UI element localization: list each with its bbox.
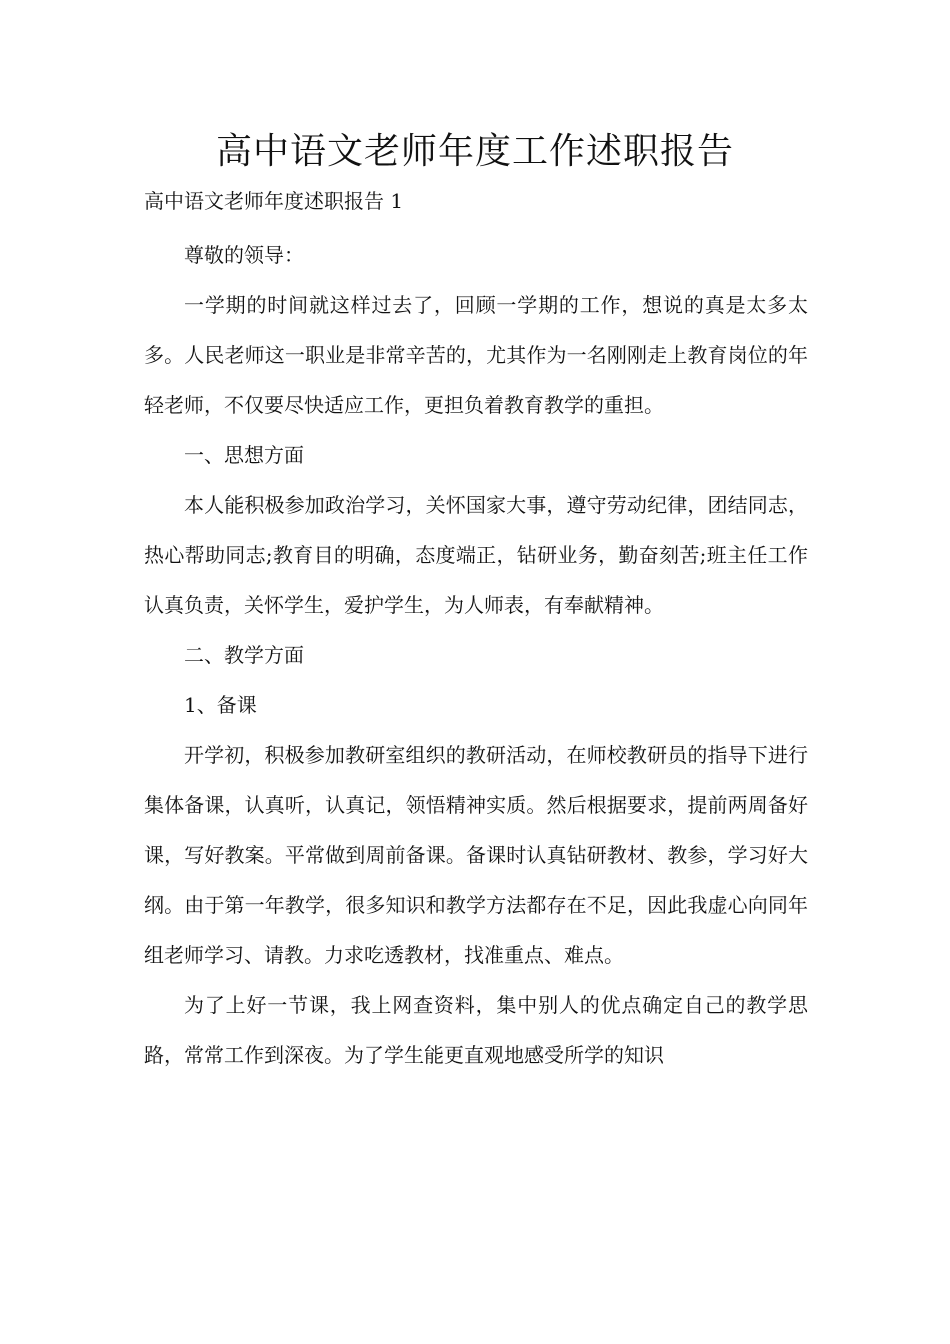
paragraph-thought: 本人能积极参加政治学习，关怀国家大事，遵守劳动纪律，团结同志，热心帮助同志;教育目的明确，态度端正，钻研业务，勤奋刻苦;班主任工作认真负责，关怀学生，爱护学生，为人师表，有奉献精神。	[144, 493, 808, 617]
paragraph-lesson: 为了上好一节课，我上网查资料，集中别人的优点确定自己的教学思路，常常工作到深夜。为了学生能更直观地感受所学的知识	[144, 993, 808, 1067]
subsection-heading-preparation: 1、备课	[184, 693, 257, 717]
document-subtitle: 高中语文老师年度述职报告 1	[144, 189, 404, 213]
document-title: 高中语文老师年度工作述职报告	[215, 131, 734, 172]
document-body	[144, 230, 808, 1080]
paragraph-intro: 一学期的时间就这样过去了，回顾一学期的工作，想说的真是太多太多。人民老师这一职业是非常辛苦的，尤其作为一名刚刚走上教育岗位的年轻老师，不仅要尽快适应工作，更担负着教育教学的重担。	[144, 293, 808, 417]
salutation: 尊敬的领导：	[184, 243, 304, 267]
section-heading-thought: 一、思想方面	[184, 443, 304, 467]
section-heading-teaching: 二、教学方面	[184, 643, 304, 667]
paragraph-preparation: 开学初，积极参加教研室组织的教研活动，在师校教研员的指导下进行集体备课，认真听，认真记，领悟精神实质。然后根据要求，提前两周备好课，写好教案。平常做到周前备课。备课时认真钻研教材、教参，学习好大纲。由于第一年教学，很多知识和教学方法都存在不足，因此我虚心向同年组老师学习、请教。力求吃透教材，找准重点、难点。	[144, 743, 808, 967]
